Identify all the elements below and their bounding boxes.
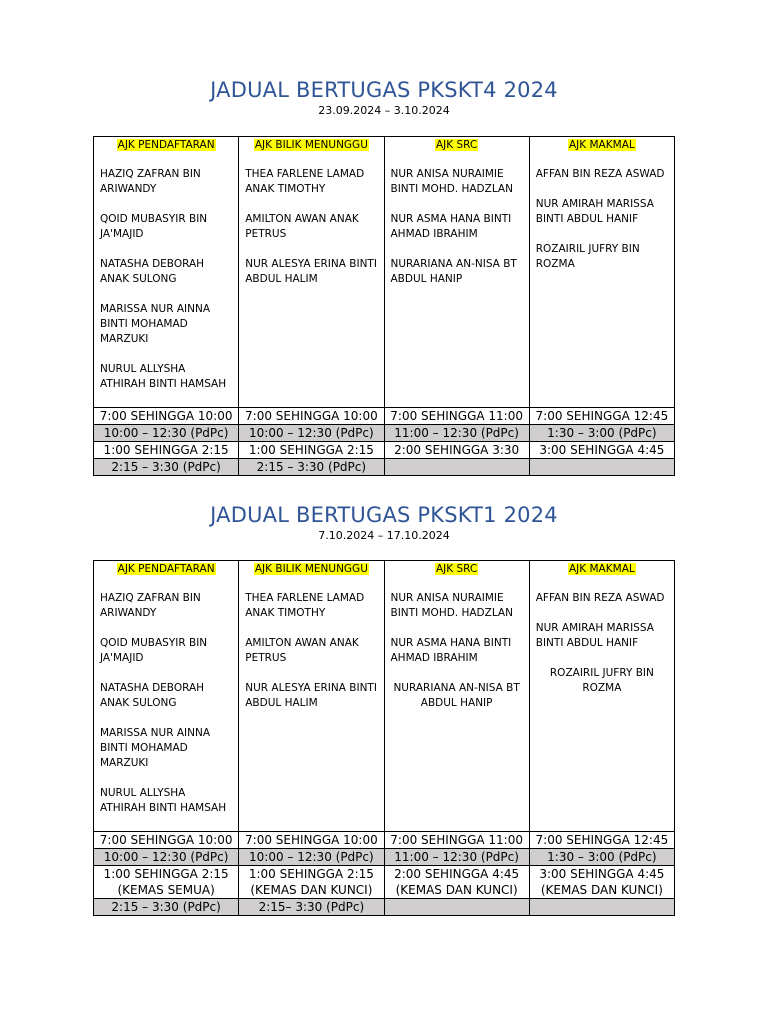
time-cell: 3:00 SEHINGGA 4:45 [529, 442, 674, 459]
time-cell: 2:15 – 3:30 (PdPc) [94, 899, 239, 916]
time-cell: 2:15 – 3:30 (PdPc) [239, 459, 384, 476]
schedule-1-dates: 23.09.2024 – 3.10.2024 [318, 104, 450, 117]
list-item: MARISSA NUR AINNA BINTI MOHAMAD MARZUKI [100, 727, 211, 769]
column-header: AJK BILIK MENUNGGU [254, 139, 368, 151]
time-cell: 7:00 SEHINGGA 12:45 [529, 408, 674, 425]
time-cell: 11:00 – 12:30 (PdPc) [384, 425, 529, 442]
column-bilik-menunggu [239, 137, 384, 408]
column-header: AJK BILIK MENUNGGU [254, 563, 368, 575]
time-cell: 2:15– 3:30 (PdPc) [239, 899, 384, 916]
column-makmal [529, 561, 674, 832]
time-row [94, 459, 675, 476]
list-item: NUR ASMA HANA BINTI AHMAD IBRAHIM [390, 637, 512, 664]
time-cell: 1:00 SEHINGGA 2:15 [239, 442, 384, 459]
time-row [94, 849, 675, 866]
list-item: MARISSA NUR AINNA BINTI MOHAMAD MARZUKI [100, 303, 211, 345]
time-cell: 10:00 – 12:30 (PdPc) [94, 849, 239, 866]
schedule-1-title: JADUAL BERTUGAS PKSKT4 2024 [210, 78, 558, 102]
header-and-names-row [94, 137, 675, 408]
time-cell: 1:30 – 3:00 (PdPc) [529, 425, 674, 442]
column-header: AJK PENDAFTARAN [117, 139, 215, 151]
list-item: NURARIANA AN-NISA BT ABDUL HANIP [390, 258, 517, 285]
time-cell: 2:15 – 3:30 (PdPc) [94, 459, 239, 476]
column-header: AJK MAKMAL [569, 139, 635, 151]
time-cell: 1:00 SEHINGGA 2:15 (KEMAS DAN KUNCI) [239, 866, 384, 899]
time-cell [384, 459, 529, 476]
list-item: QOID MUBASYIR BIN JA'MAJID [100, 213, 208, 240]
time-row [94, 408, 675, 425]
list-item: ROZAIRIL JUFRY BIN ROZMA [549, 667, 654, 694]
header-and-names-row [94, 561, 675, 832]
column-header: AJK SRC [435, 139, 478, 151]
schedule-2-table [93, 560, 675, 916]
time-cell: 7:00 SEHINGGA 10:00 [94, 832, 239, 849]
list-item: AFFAN BIN REZA ASWAD [535, 168, 665, 180]
time-cell [529, 459, 674, 476]
list-item: QOID MUBASYIR BIN JA'MAJID [100, 637, 208, 664]
list-item: THEA FARLENE LAMAD ANAK TIMOTHY [245, 592, 365, 619]
list-item: THEA FARLENE LAMAD ANAK TIMOTHY [245, 168, 365, 195]
time-cell: 1:30 – 3:00 (PdPc) [529, 849, 674, 866]
schedule-2-title: JADUAL BERTUGAS PKSKT1 2024 [210, 503, 558, 527]
time-row [94, 832, 675, 849]
column-header: AJK PENDAFTARAN [117, 563, 215, 575]
time-cell: 2:00 SEHINGGA 4:45 (KEMAS DAN KUNCI) [384, 866, 529, 899]
time-cell: 7:00 SEHINGGA 10:00 [94, 408, 239, 425]
list-item: AFFAN BIN REZA ASWAD [535, 592, 665, 604]
time-cell: 1:00 SEHINGGA 2:15 (KEMAS SEMUA) [94, 866, 239, 899]
time-cell: 7:00 SEHINGGA 12:45 [529, 832, 674, 849]
list-item: NUR AMIRAH MARISSA BINTI ABDUL HANIF [535, 622, 654, 649]
list-item: AMILTON AWAN ANAK PETRUS [245, 637, 359, 664]
time-cell [384, 899, 529, 916]
time-cell: 3:00 SEHINGGA 4:45 (KEMAS DAN KUNCI) [529, 866, 674, 899]
time-row [94, 442, 675, 459]
list-item: NURUL ALLYSHA ATHIRAH BINTI HAMSAH [100, 787, 227, 814]
time-cell: 11:00 – 12:30 (PdPc) [384, 849, 529, 866]
list-item: HAZIQ ZAFRAN BIN ARIWANDY [100, 168, 201, 195]
list-item: NURARIANA AN-NISA BT ABDUL HANIP [393, 682, 520, 709]
list-item: NURUL ALLYSHA ATHIRAH BINTI HAMSAH [100, 363, 227, 390]
column-header: AJK MAKMAL [569, 563, 635, 575]
list-item: NATASHA DEBORAH ANAK SULONG [100, 682, 205, 709]
column-header: AJK SRC [435, 563, 478, 575]
list-item: NUR ALESYA ERINA BINTI ABDUL HALIM [245, 682, 377, 709]
time-cell: 7:00 SEHINGGA 11:00 [384, 408, 529, 425]
column-src [384, 137, 529, 408]
list-item: NUR ASMA HANA BINTI AHMAD IBRAHIM [390, 213, 512, 240]
time-cell [529, 899, 674, 916]
time-cell: 7:00 SEHINGGA 10:00 [239, 832, 384, 849]
time-cell: 10:00 – 12:30 (PdPc) [94, 425, 239, 442]
time-row [94, 866, 675, 899]
column-bilik-menunggu [239, 561, 384, 832]
list-item: NATASHA DEBORAH ANAK SULONG [100, 258, 205, 285]
column-pendaftaran [94, 137, 239, 408]
list-item: ROZAIRIL JUFRY BIN ROZMA [535, 243, 640, 270]
list-item: NUR ANISA NURAIMIE BINTI MOHD. HADZLAN [390, 592, 513, 619]
time-cell: 7:00 SEHINGGA 10:00 [239, 408, 384, 425]
time-cell: 10:00 – 12:30 (PdPc) [239, 849, 384, 866]
list-item: AMILTON AWAN ANAK PETRUS [245, 213, 359, 240]
schedule-2-dates: 7.10.2024 – 17.10.2024 [318, 529, 450, 542]
list-item: NUR ANISA NURAIMIE BINTI MOHD. HADZLAN [390, 168, 513, 195]
time-cell: 1:00 SEHINGGA 2:15 [94, 442, 239, 459]
column-makmal [529, 137, 674, 408]
column-pendaftaran [94, 561, 239, 832]
column-src [384, 561, 529, 832]
time-cell: 7:00 SEHINGGA 11:00 [384, 832, 529, 849]
time-row [94, 425, 675, 442]
list-item: HAZIQ ZAFRAN BIN ARIWANDY [100, 592, 201, 619]
time-cell: 10:00 – 12:30 (PdPc) [239, 425, 384, 442]
time-row [94, 899, 675, 916]
time-cell: 2:00 SEHINGGA 3:30 [384, 442, 529, 459]
list-item: NUR AMIRAH MARISSA BINTI ABDUL HANIF [535, 198, 654, 225]
list-item: NUR ALESYA ERINA BINTI ABDUL HALIM [245, 258, 377, 285]
schedule-1-table [93, 136, 675, 476]
